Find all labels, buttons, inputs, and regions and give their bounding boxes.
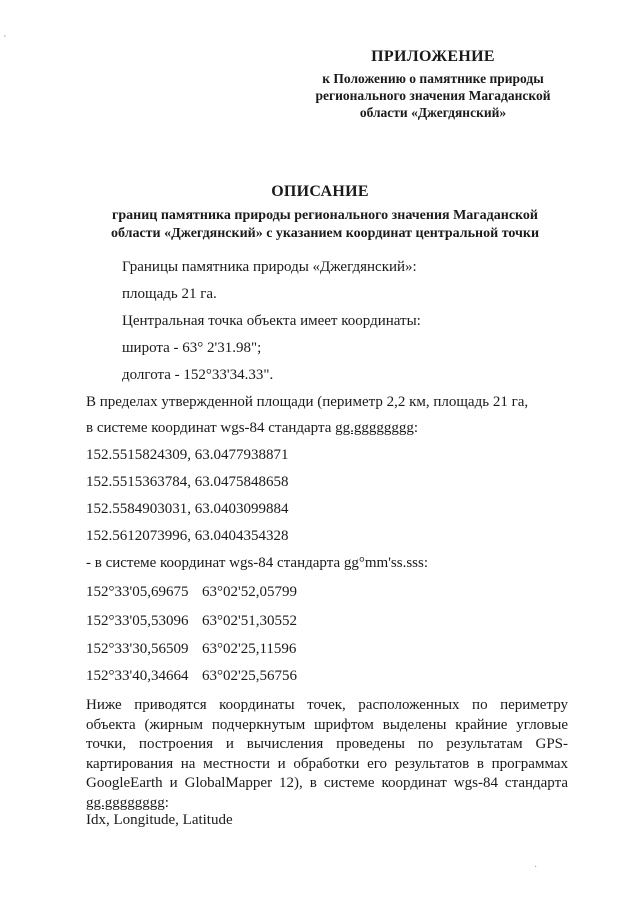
dms-latitude: 63°02'51,30552 xyxy=(202,613,297,629)
longitude-text: долгота - 152°33'34.33". xyxy=(122,367,274,383)
boundaries-heading: Границы памятника природы «Джегдянский»: xyxy=(122,259,417,275)
description-subtitle xyxy=(60,207,590,243)
dms-intro: - в системе координат wgs-84 стандарта gg°mm'ss.sss: xyxy=(86,555,428,571)
dms-coordinate-row xyxy=(86,584,297,601)
dms-longitude: 152°33'40,34664 xyxy=(86,668,189,684)
within-area-suffix: : xyxy=(413,420,419,436)
appendix-title: ПРИЛОЖЕНИЕ xyxy=(371,48,495,65)
appendix-line-1: к Положению о памятнике природы xyxy=(322,71,544,86)
decimal-coordinate-row: 152.5584903031, 63.0403099884 xyxy=(86,501,289,517)
latitude-text: широта - 63° 2'31.98"; xyxy=(122,340,262,356)
dms-longitude: 152°33'30,56509 xyxy=(86,641,189,657)
decimal-coordinate-row: 152.5515363784, 63.0475848658 xyxy=(86,474,289,490)
description-title: ОПИСАНИЕ xyxy=(271,183,369,200)
scan-mark: · xyxy=(534,862,538,873)
scan-mark: ' xyxy=(4,34,6,45)
dms-longitude: 152°33'05,53096 xyxy=(86,613,189,629)
dms-latitude: 63°02'52,05799 xyxy=(202,584,297,600)
perimeter-note xyxy=(86,696,568,813)
coordinate-format: gg.gggggggg xyxy=(335,420,414,436)
perimeter-note-text: Ниже приводятся координаты точек, расположенных по периметру объекта (жирным подчеркнутым шрифтом выделены крайние угловые точки, построения и вычисления проведены по результатам GPS-картирования на местности и обработки его результатов в программах GoogleEarth и GlobalMapper 12), в системе координат wgs-84 стандарта xyxy=(86,697,568,791)
perimeter-note-suffix: : xyxy=(164,794,169,811)
dms-coordinate-row xyxy=(86,668,297,685)
description-subtitle-line-2: области «Джегдянский» с указанием координат центральной точки xyxy=(110,226,540,241)
appendix-header xyxy=(288,48,578,121)
appendix-line-2: регионального значения Магаданской xyxy=(315,88,551,103)
dms-longitude: 152°33'05,69675 xyxy=(86,584,189,600)
area-text: площадь 21 га. xyxy=(122,286,217,302)
within-area-line-2 xyxy=(86,420,418,437)
dms-latitude: 63°02'25,56756 xyxy=(202,668,297,684)
within-area-line-1: В пределах утвержденной площади (периметр 2,2 км, площадь 21 га, xyxy=(86,394,529,410)
within-area-prefix: в системе координат wgs-84 стандарта xyxy=(86,420,336,436)
perimeter-note-format: gg.gggggggg xyxy=(86,794,165,811)
center-point-intro: Центральная точка объекта имеет координаты: xyxy=(122,313,421,329)
description-subtitle-line-1: границ памятника природы регионального значения Магаданской xyxy=(112,208,538,223)
columns-header: Idx, Longitude, Latitude xyxy=(86,812,233,828)
dms-latitude: 63°02'25,11596 xyxy=(202,641,297,657)
decimal-coordinate-row: 152.5612073996, 63.0404354328 xyxy=(86,528,289,544)
dms-coordinate-row xyxy=(86,641,296,658)
appendix-line-3: области «Джегдянский» xyxy=(359,105,507,120)
decimal-coordinate-row: 152.5515824309, 63.0477938871 xyxy=(86,447,289,463)
dms-coordinate-row xyxy=(86,613,297,630)
